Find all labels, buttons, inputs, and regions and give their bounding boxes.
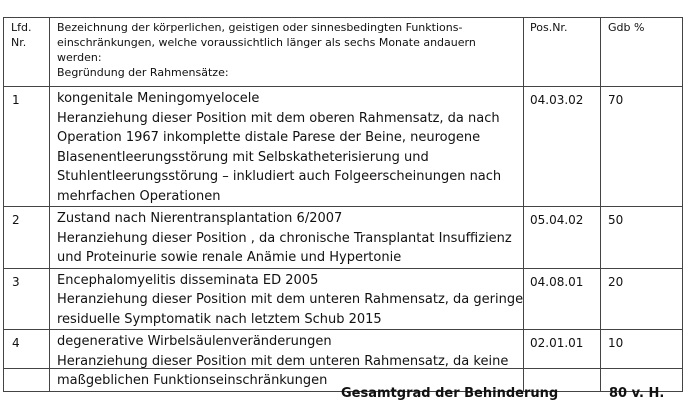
row-diagnosis: Encephalomyelitis disseminata ED 2005 (57, 272, 319, 288)
row-gdb: 50 (601, 207, 683, 269)
row-diagnosis: kongenitale Meningomyelocele (57, 91, 260, 106)
bottom-divider (3, 368, 683, 369)
header-lfd-line-1: Lfd. (11, 21, 32, 34)
row-gdb: 70 (601, 87, 683, 207)
row-reasoning-line: und Proteinurie sowie renale Anämie und Hypertonie (57, 250, 402, 265)
header-description-line-3: werden: (57, 51, 102, 64)
total-value: 80 v. H. (609, 386, 665, 401)
row-diagnosis: Zustand nach Nierentransplantation 6/2007 (57, 211, 343, 226)
row-description (50, 207, 524, 269)
header-description-line-1: Bezeichnung der körperlichen, geistigen oder sinnesbedingten Funktions- (57, 21, 463, 34)
header-lfd-line-2: Nr. (11, 36, 27, 49)
header-gdb: Gdb % (601, 18, 683, 87)
row-number: 2 (4, 207, 50, 269)
row-pos-nr: 02.01.01 (524, 330, 601, 392)
assessment-table (3, 17, 683, 392)
header-description (50, 18, 524, 87)
row-reasoning-line: Blasenentleerungsstörung mit Selbskatheterisierung und (57, 149, 429, 165)
row-reasoning-line: Heranziehung dieser Position , da chronische Transplantat Insuffizienz (57, 230, 512, 246)
header-description-line-2: einschränkungen, welche voraussichtlich länger als sechs Monate andauern (57, 36, 476, 49)
row-gdb: 10 (601, 330, 683, 392)
row-number: 3 (4, 268, 50, 330)
table-header-row (4, 18, 683, 87)
row-description (50, 330, 524, 392)
row-reasoning-line: maßgeblichen Funktionseinschränkungen (57, 373, 328, 388)
header-lfd-nr (4, 18, 50, 87)
header-reasoning-label: Begründung der Rahmensätze: (57, 66, 229, 79)
row-reasoning-line: mehrfachen Operationen (57, 188, 221, 204)
row-reasoning-line: Operation 1967 inkomplette distale Parese der Beine, neurogene (57, 130, 481, 145)
row-number: 4 (4, 330, 50, 392)
row-pos-nr: 04.08.01 (524, 268, 601, 330)
table-row (4, 207, 683, 269)
table-row (4, 87, 683, 207)
row-reasoning-line: Stuhlentleerungsstörung – inkludiert auch Folgeerscheinungen nach (57, 169, 502, 184)
table-row (4, 268, 683, 330)
table-row (4, 330, 683, 392)
header-pos-nr: Pos.Nr. (524, 18, 601, 87)
row-description (50, 268, 524, 330)
row-reasoning-line: Heranziehung dieser Position mit dem oberen Rahmensatz, da nach (57, 110, 500, 126)
row-pos-nr: 05.04.02 (524, 207, 601, 269)
row-diagnosis: degenerative Wirbelsäulenveränderungen (57, 334, 332, 349)
row-number: 1 (4, 87, 50, 207)
row-reasoning-line: Heranziehung dieser Position mit dem unteren Rahmensatz, da geringe (57, 292, 524, 307)
row-gdb: 20 (601, 268, 683, 330)
row-description (50, 87, 524, 207)
row-reasoning-line: Heranziehung dieser Position mit dem unteren Rahmensatz, da keine (57, 353, 509, 369)
row-reasoning-line: residuelle Symptomatik nach letztem Schub 2015 (57, 311, 382, 327)
total-label: Gesamtgrad der Behinderung (341, 386, 559, 401)
row-pos-nr: 04.03.02 (524, 87, 601, 207)
